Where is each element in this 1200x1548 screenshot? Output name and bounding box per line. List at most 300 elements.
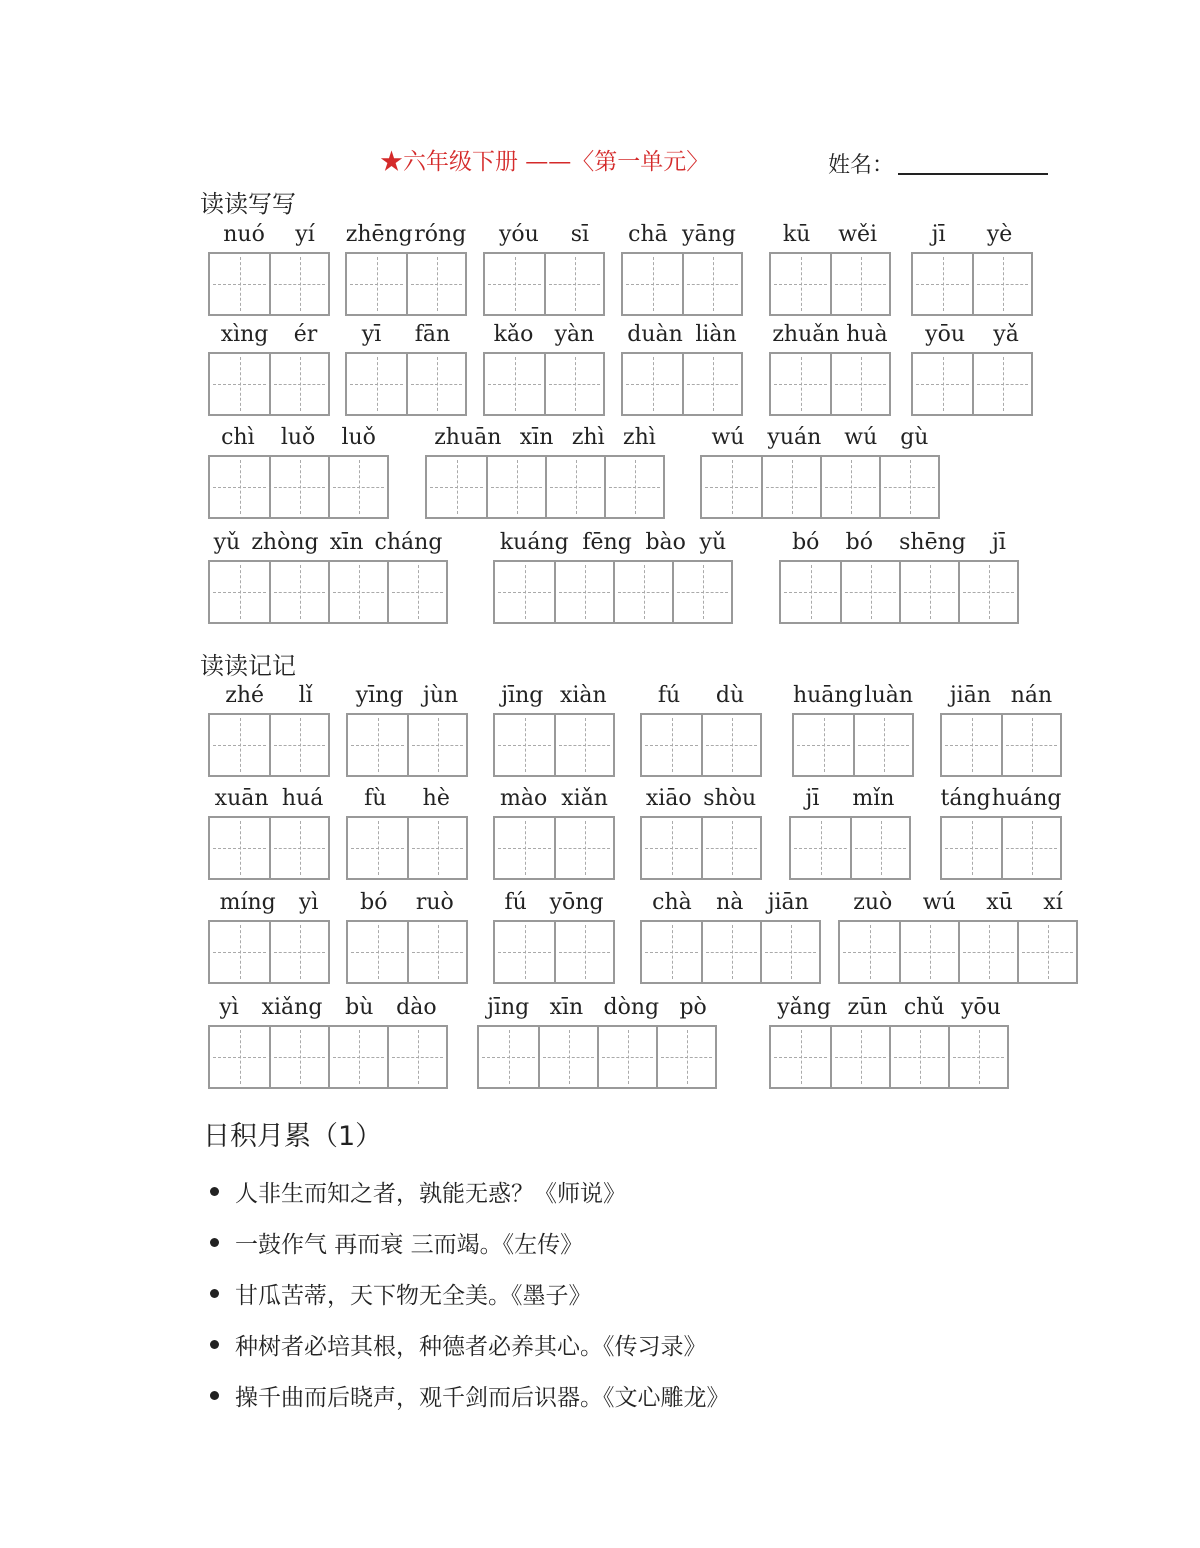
pinyin-syllable: duàn bbox=[627, 322, 683, 347]
pinyin-row bbox=[345, 222, 467, 248]
bullet-icon bbox=[210, 1187, 219, 1196]
pinyin-syllable: huāng bbox=[792, 683, 863, 708]
bullet-icon bbox=[210, 1340, 219, 1349]
character-box[interactable] bbox=[495, 818, 554, 878]
character-box[interactable] bbox=[656, 1027, 715, 1087]
quote-item bbox=[210, 1370, 730, 1421]
name-label: 姓名： bbox=[828, 153, 895, 178]
character-box[interactable] bbox=[328, 1027, 387, 1087]
character-box[interactable] bbox=[427, 457, 486, 517]
pinyin-syllable: yóu bbox=[498, 222, 539, 247]
pinyin-syllable: jī bbox=[805, 786, 820, 811]
writing-grid bbox=[425, 455, 665, 519]
pinyin-syllable: liàn bbox=[695, 322, 737, 347]
pinyin-row bbox=[208, 995, 448, 1021]
pinyin-syllable: chà bbox=[652, 890, 692, 915]
character-box[interactable] bbox=[1001, 715, 1060, 775]
pinyin-syllable: huà bbox=[846, 322, 888, 347]
pinyin-syllable: yí bbox=[295, 222, 315, 247]
character-box[interactable] bbox=[830, 354, 889, 414]
pinyin-syllable: zhòng bbox=[251, 530, 319, 555]
pinyin-row bbox=[483, 322, 605, 348]
character-box[interactable] bbox=[972, 354, 1031, 414]
pinyin-syllable: mào bbox=[500, 786, 548, 811]
quote-item bbox=[210, 1319, 730, 1370]
character-box[interactable] bbox=[210, 1027, 269, 1087]
pinyin-syllable: yīng bbox=[355, 683, 404, 708]
character-box[interactable] bbox=[328, 562, 387, 622]
word-group bbox=[208, 890, 330, 984]
word-group bbox=[640, 890, 821, 984]
writing-grid bbox=[940, 713, 1062, 777]
writing-grid bbox=[493, 713, 615, 777]
character-box[interactable] bbox=[407, 818, 466, 878]
pinyin-syllable: bào bbox=[645, 530, 686, 555]
pinyin-syllable: hè bbox=[422, 786, 450, 811]
character-box[interactable] bbox=[701, 715, 760, 775]
character-box[interactable] bbox=[597, 1027, 656, 1087]
character-box[interactable] bbox=[269, 715, 328, 775]
pinyin-syllable: bó bbox=[845, 530, 873, 555]
writing-grid bbox=[345, 252, 467, 316]
pinyin-row bbox=[640, 890, 821, 916]
pinyin-row bbox=[640, 683, 762, 709]
pinyin-syllable: dòng bbox=[603, 995, 660, 1020]
word-group bbox=[477, 995, 717, 1089]
pinyin-row bbox=[779, 530, 1019, 556]
writing-grid bbox=[789, 816, 911, 880]
section-heading-read-write: 读读写写 bbox=[200, 190, 296, 218]
character-box[interactable] bbox=[623, 354, 682, 414]
word-group bbox=[483, 222, 605, 316]
pinyin-syllable: zhēng bbox=[345, 222, 413, 247]
pinyin-syllable: yì bbox=[298, 890, 319, 915]
word-group bbox=[700, 425, 940, 519]
word-group bbox=[345, 222, 467, 316]
character-box[interactable] bbox=[407, 715, 466, 775]
pinyin-syllable: jīng bbox=[487, 995, 530, 1020]
word-group bbox=[493, 530, 733, 624]
word-group bbox=[493, 890, 615, 984]
pinyin-syllable: luàn bbox=[864, 683, 914, 708]
character-box[interactable] bbox=[210, 715, 269, 775]
pinyin-syllable: yǔ bbox=[699, 530, 727, 555]
pinyin-syllable: yōu bbox=[925, 322, 965, 347]
character-box[interactable] bbox=[850, 818, 909, 878]
word-group bbox=[779, 530, 1019, 624]
writing-grid bbox=[346, 920, 468, 984]
pinyin-row bbox=[208, 683, 330, 709]
character-box[interactable] bbox=[406, 254, 465, 314]
pinyin-syllable: huáng bbox=[991, 786, 1062, 811]
character-box[interactable] bbox=[347, 254, 406, 314]
pinyin-syllable: huá bbox=[281, 786, 324, 811]
pinyin-syllable: fú bbox=[504, 890, 527, 915]
character-box[interactable] bbox=[1001, 818, 1060, 878]
character-box[interactable] bbox=[958, 922, 1017, 982]
writing-grid bbox=[621, 252, 743, 316]
word-group bbox=[640, 786, 762, 880]
pinyin-syllable: mǐn bbox=[852, 786, 895, 811]
character-box[interactable] bbox=[554, 715, 613, 775]
pinyin-syllable: nuó bbox=[223, 222, 265, 247]
quote-item bbox=[210, 1166, 730, 1217]
pinyin-syllable: ér bbox=[293, 322, 318, 347]
character-box[interactable] bbox=[771, 1027, 830, 1087]
pinyin-syllable: jī bbox=[931, 222, 946, 247]
pinyin-syllable: jiān bbox=[767, 890, 809, 915]
quote-text: 种树者必培其根，种德者必养其心。《传习录》 bbox=[235, 1334, 707, 1360]
word-group bbox=[345, 322, 467, 416]
writing-grid bbox=[640, 816, 762, 880]
word-group bbox=[208, 995, 448, 1089]
character-box[interactable] bbox=[554, 922, 613, 982]
character-box[interactable] bbox=[210, 562, 269, 622]
writing-grid bbox=[493, 560, 733, 624]
writing-grid bbox=[640, 713, 762, 777]
pinyin-syllable: chì bbox=[221, 425, 255, 450]
pinyin-row bbox=[640, 786, 762, 812]
writing-grid bbox=[208, 920, 330, 984]
character-box[interactable] bbox=[781, 562, 840, 622]
pinyin-syllable: bù bbox=[345, 995, 374, 1020]
character-box[interactable] bbox=[210, 818, 269, 878]
pinyin-syllable: gù bbox=[900, 425, 929, 450]
character-box[interactable] bbox=[604, 457, 663, 517]
character-box[interactable] bbox=[840, 922, 899, 982]
pinyin-syllable: pò bbox=[679, 995, 707, 1020]
character-box[interactable] bbox=[210, 254, 269, 314]
pinyin-syllable: yǎ bbox=[993, 322, 1019, 347]
worksheet-title: ★六年级下册 ——〈第一单元〉 bbox=[380, 149, 710, 175]
character-box[interactable] bbox=[791, 818, 850, 878]
pinyin-row bbox=[769, 322, 891, 348]
character-box[interactable] bbox=[269, 922, 328, 982]
pinyin-row bbox=[345, 322, 467, 348]
pinyin-syllable: kǎo bbox=[493, 322, 534, 347]
writing-grid bbox=[621, 352, 743, 416]
character-box[interactable] bbox=[760, 922, 819, 982]
character-box[interactable] bbox=[830, 1027, 889, 1087]
quote-list bbox=[210, 1166, 730, 1421]
pinyin-syllable: xìng bbox=[220, 322, 269, 347]
writing-grid bbox=[700, 455, 940, 519]
pinyin-syllable: míng bbox=[219, 890, 276, 915]
writing-grid bbox=[477, 1025, 717, 1089]
pinyin-syllable: yuán bbox=[767, 425, 822, 450]
writing-grid bbox=[493, 920, 615, 984]
bullet-icon bbox=[210, 1391, 219, 1400]
pinyin-syllable: táng bbox=[940, 786, 991, 811]
pinyin-row bbox=[483, 222, 605, 248]
character-box[interactable] bbox=[485, 354, 544, 414]
pinyin-syllable: yōng bbox=[549, 890, 604, 915]
writing-grid bbox=[911, 352, 1033, 416]
section-heading-daily-accumulation: 日积月累（1） bbox=[203, 1121, 383, 1152]
word-group bbox=[208, 425, 389, 519]
character-box[interactable] bbox=[682, 354, 741, 414]
pinyin-syllable: xiàn bbox=[559, 683, 607, 708]
pinyin-syllable: lǐ bbox=[298, 683, 313, 708]
word-group bbox=[911, 222, 1033, 316]
word-group bbox=[208, 786, 330, 880]
character-box[interactable] bbox=[210, 457, 269, 517]
bullet-icon bbox=[210, 1238, 219, 1247]
character-box[interactable] bbox=[348, 818, 407, 878]
word-group bbox=[621, 222, 743, 316]
pinyin-row bbox=[911, 322, 1033, 348]
word-group bbox=[769, 222, 891, 316]
character-box[interactable] bbox=[269, 562, 328, 622]
pinyin-row bbox=[208, 222, 330, 248]
character-box[interactable] bbox=[913, 354, 972, 414]
pinyin-syllable: kuáng bbox=[499, 530, 569, 555]
word-group bbox=[493, 683, 615, 777]
writing-grid bbox=[208, 816, 330, 880]
character-box[interactable] bbox=[702, 457, 761, 517]
character-box[interactable] bbox=[682, 254, 741, 314]
character-box[interactable] bbox=[1017, 922, 1076, 982]
pinyin-syllable: shēng bbox=[899, 530, 966, 555]
character-box[interactable] bbox=[485, 254, 544, 314]
pinyin-row bbox=[621, 322, 743, 348]
character-box[interactable] bbox=[210, 354, 269, 414]
writing-grid bbox=[208, 1025, 448, 1089]
writing-grid bbox=[769, 252, 891, 316]
character-box[interactable] bbox=[771, 254, 830, 314]
pinyin-row bbox=[493, 786, 615, 812]
pinyin-row bbox=[940, 683, 1062, 709]
quote-text: 人非生而知之者，孰能无惑？《师说》 bbox=[235, 1181, 626, 1207]
writing-grid bbox=[208, 713, 330, 777]
character-box[interactable] bbox=[269, 254, 328, 314]
character-box[interactable] bbox=[840, 562, 899, 622]
character-box[interactable] bbox=[486, 457, 545, 517]
writing-grid bbox=[208, 252, 330, 316]
word-group bbox=[621, 322, 743, 416]
character-box[interactable] bbox=[406, 354, 465, 414]
pinyin-syllable: luǒ bbox=[280, 425, 316, 450]
writing-grid bbox=[838, 920, 1078, 984]
character-box[interactable] bbox=[853, 715, 912, 775]
character-box[interactable] bbox=[642, 922, 701, 982]
character-box[interactable] bbox=[348, 715, 407, 775]
pinyin-syllable: xū bbox=[986, 890, 1013, 915]
pinyin-syllable: wú bbox=[844, 425, 878, 450]
character-box[interactable] bbox=[544, 254, 603, 314]
writing-grid bbox=[493, 816, 615, 880]
character-box[interactable] bbox=[889, 1027, 948, 1087]
character-box[interactable] bbox=[899, 562, 958, 622]
character-box[interactable] bbox=[613, 562, 672, 622]
pinyin-syllable: yāng bbox=[682, 222, 736, 247]
writing-grid bbox=[779, 560, 1019, 624]
character-box[interactable] bbox=[672, 562, 731, 622]
word-group bbox=[789, 786, 911, 880]
character-box[interactable] bbox=[972, 254, 1031, 314]
word-group bbox=[769, 995, 1009, 1089]
pinyin-syllable: yè bbox=[986, 222, 1013, 247]
pinyin-syllable: luǒ bbox=[341, 425, 376, 450]
pinyin-syllable: wú bbox=[711, 425, 745, 450]
word-group bbox=[792, 683, 914, 777]
character-box[interactable] bbox=[948, 1027, 1007, 1087]
character-box[interactable] bbox=[348, 922, 407, 982]
word-group bbox=[208, 322, 330, 416]
pinyin-syllable: jiān bbox=[949, 683, 991, 708]
pinyin-syllable: xiāo bbox=[645, 786, 692, 811]
character-box[interactable] bbox=[942, 715, 1001, 775]
word-group bbox=[346, 890, 468, 984]
pinyin-syllable: xuān bbox=[214, 786, 269, 811]
pinyin-row bbox=[208, 890, 330, 916]
pinyin-syllable: xiǎn bbox=[561, 786, 608, 811]
character-box[interactable] bbox=[958, 562, 1017, 622]
character-box[interactable] bbox=[538, 1027, 597, 1087]
character-box[interactable] bbox=[495, 922, 554, 982]
pinyin-syllable: yàn bbox=[554, 322, 595, 347]
pinyin-syllable: chǔ bbox=[903, 995, 945, 1020]
pinyin-row bbox=[346, 786, 468, 812]
writing-grid bbox=[792, 713, 914, 777]
word-group bbox=[493, 786, 615, 880]
pinyin-syllable: bó bbox=[360, 890, 388, 915]
pinyin-syllable: dào bbox=[396, 995, 437, 1020]
word-group bbox=[208, 222, 330, 316]
pinyin-row bbox=[493, 890, 615, 916]
writing-grid bbox=[483, 352, 605, 416]
pinyin-syllable: bó bbox=[792, 530, 820, 555]
pinyin-syllable: jī bbox=[992, 530, 1006, 555]
word-group bbox=[346, 683, 468, 777]
character-box[interactable] bbox=[387, 562, 446, 622]
writing-grid bbox=[769, 1025, 1009, 1089]
pinyin-syllable: xīn bbox=[519, 425, 554, 450]
character-box[interactable] bbox=[544, 354, 603, 414]
character-box[interactable] bbox=[328, 457, 387, 517]
character-box[interactable] bbox=[942, 818, 1001, 878]
character-box[interactable] bbox=[387, 1027, 446, 1087]
character-box[interactable] bbox=[495, 715, 554, 775]
character-box[interactable] bbox=[623, 254, 682, 314]
pinyin-row bbox=[346, 683, 468, 709]
pinyin-row bbox=[208, 425, 389, 451]
word-group bbox=[940, 786, 1062, 880]
pinyin-syllable: kū bbox=[782, 222, 811, 247]
word-group bbox=[346, 786, 468, 880]
character-box[interactable] bbox=[554, 818, 613, 878]
pinyin-row bbox=[208, 322, 330, 348]
pinyin-syllable: zhé bbox=[225, 683, 265, 708]
character-box[interactable] bbox=[820, 457, 879, 517]
character-box[interactable] bbox=[210, 922, 269, 982]
pinyin-row bbox=[425, 425, 665, 451]
pinyin-syllable: xiǎng bbox=[261, 995, 323, 1020]
character-box[interactable] bbox=[830, 254, 889, 314]
pinyin-row bbox=[493, 683, 615, 709]
character-box[interactable] bbox=[794, 715, 853, 775]
pinyin-syllable: zūn bbox=[847, 995, 888, 1020]
word-group bbox=[425, 425, 665, 519]
pinyin-syllable: dù bbox=[715, 683, 745, 708]
pinyin-syllable: fù bbox=[364, 786, 387, 811]
pinyin-syllable: fú bbox=[657, 683, 681, 708]
word-group bbox=[911, 322, 1033, 416]
character-box[interactable] bbox=[761, 457, 820, 517]
character-box[interactable] bbox=[269, 354, 328, 414]
pinyin-syllable: xīn bbox=[329, 530, 364, 555]
pinyin-syllable: nà bbox=[716, 890, 744, 915]
pinyin-row bbox=[621, 222, 743, 248]
character-box[interactable] bbox=[642, 715, 701, 775]
character-box[interactable] bbox=[479, 1027, 538, 1087]
word-group bbox=[483, 322, 605, 416]
writing-grid bbox=[640, 920, 821, 984]
character-box[interactable] bbox=[545, 457, 604, 517]
pinyin-row bbox=[940, 786, 1062, 812]
pinyin-syllable: chā bbox=[628, 222, 668, 247]
quote-item bbox=[210, 1217, 730, 1268]
pinyin-row bbox=[477, 995, 717, 1021]
character-box[interactable] bbox=[554, 562, 613, 622]
character-box[interactable] bbox=[269, 457, 328, 517]
pinyin-syllable: xí bbox=[1043, 890, 1063, 915]
writing-grid bbox=[483, 252, 605, 316]
pinyin-syllable: jīng bbox=[501, 683, 544, 708]
writing-grid bbox=[346, 713, 468, 777]
word-group bbox=[940, 683, 1062, 777]
character-box[interactable] bbox=[347, 354, 406, 414]
writing-grid bbox=[208, 455, 389, 519]
character-box[interactable] bbox=[771, 354, 830, 414]
quote-text: 甘瓜苦蒂，天下物无全美。《墨子》 bbox=[235, 1283, 592, 1309]
writing-grid bbox=[345, 352, 467, 416]
character-box[interactable] bbox=[495, 562, 554, 622]
writing-grid bbox=[769, 352, 891, 416]
pinyin-syllable: yì bbox=[219, 995, 239, 1020]
bullet-icon bbox=[210, 1289, 219, 1298]
writing-grid bbox=[346, 816, 468, 880]
quote-item bbox=[210, 1268, 730, 1319]
character-box[interactable] bbox=[269, 818, 328, 878]
pinyin-row bbox=[838, 890, 1078, 916]
character-box[interactable] bbox=[899, 922, 958, 982]
pinyin-syllable: zhì bbox=[623, 425, 656, 450]
word-group bbox=[640, 683, 762, 777]
pinyin-syllable: ruò bbox=[415, 890, 454, 915]
section-heading-read-remember: 读读记记 bbox=[200, 652, 296, 680]
character-box[interactable] bbox=[879, 457, 938, 517]
pinyin-row bbox=[789, 786, 911, 812]
character-box[interactable] bbox=[701, 922, 760, 982]
character-box[interactable] bbox=[642, 818, 701, 878]
writing-grid bbox=[208, 560, 448, 624]
word-group bbox=[208, 683, 330, 777]
pinyin-row bbox=[493, 530, 733, 556]
character-box[interactable] bbox=[269, 1027, 328, 1087]
quote-text: 操千曲而后晓声，观千剑而后识器。《文心雕龙》 bbox=[235, 1385, 730, 1411]
character-box[interactable] bbox=[407, 922, 466, 982]
pinyin-syllable: zhuān bbox=[434, 425, 502, 450]
pinyin-row bbox=[769, 222, 891, 248]
character-box[interactable] bbox=[701, 818, 760, 878]
pinyin-syllable: fān bbox=[414, 322, 451, 347]
writing-grid bbox=[911, 252, 1033, 316]
character-box[interactable] bbox=[913, 254, 972, 314]
pinyin-row bbox=[792, 683, 914, 709]
name-blank[interactable] bbox=[898, 173, 1048, 175]
pinyin-row bbox=[769, 995, 1009, 1021]
